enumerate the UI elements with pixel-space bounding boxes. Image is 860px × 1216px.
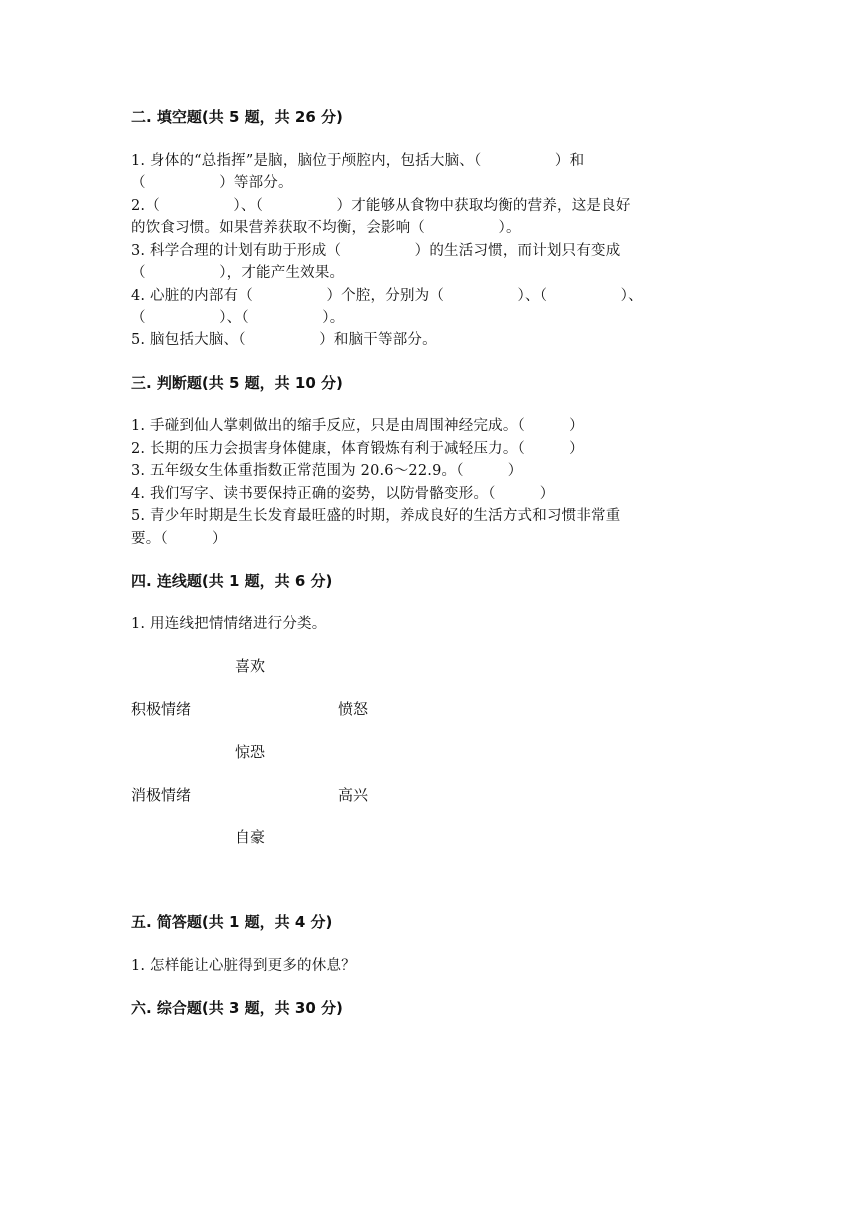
section-heading-comprehensive: 六. 综合题(共 3 题，共 30 分) xyxy=(131,999,343,1017)
question-line: 3. 科学合理的计划有助于形成（ ）的生活习惯，而计划只有变成 xyxy=(131,243,621,259)
match-item-left: 积极情绪 xyxy=(131,700,192,718)
question-line: 1. 手碰到仙人掌刺做出的缩手反应，只是由周围神经完成。（ ） xyxy=(131,418,584,434)
question-line: （ ）等部分。 xyxy=(131,175,293,191)
question-line: （ ），才能产生效果。 xyxy=(131,265,345,281)
question-line: 2.（ ）、（ ）才能够从食物中获取均衡的营养，这是良好 xyxy=(131,198,631,214)
match-item-middle: 喜欢 xyxy=(235,657,266,675)
question-line: 要。（ ） xyxy=(131,531,227,547)
question-line: 1. 怎样能让心脏得到更多的休息？ xyxy=(131,958,356,974)
question-line: 1. 用连线把情情绪进行分类。 xyxy=(131,616,327,632)
question-line: 4. 我们写字、读书要保持正确的姿势，以防骨骼变形。（ ） xyxy=(131,486,555,502)
section-heading-short-answer: 五. 简答题(共 1 题，共 4 分) xyxy=(131,913,333,931)
section-heading-matching: 四. 连线题(共 1 题，共 6 分) xyxy=(131,572,333,590)
match-item-left: 消极情绪 xyxy=(131,786,192,804)
match-item-right: 愤怒 xyxy=(338,700,369,718)
question-line: 5. 青少年时期是生长发育最旺盛的时期，养成良好的生活方式和习惯非常重 xyxy=(131,508,621,524)
question-line: 2. 长期的压力会损害身体健康，体育锻炼有利于减轻压力。（ ） xyxy=(131,441,584,457)
match-item-right: 高兴 xyxy=(338,786,369,804)
question-line: 的饮食习惯。如果营养获取不均衡，会影响（ ）。 xyxy=(131,220,521,236)
match-item-middle: 惊恐 xyxy=(235,743,266,761)
match-item-middle: 自豪 xyxy=(235,828,266,846)
question-line: 1. 身体的“总指挥”是脑，脑位于颅腔内，包括大脑、（ ）和 xyxy=(131,153,585,169)
section-heading-true-false: 三. 判断题(共 5 题，共 10 分) xyxy=(131,374,343,392)
section-heading-fill-in: 二. 填空题(共 5 题，共 26 分) xyxy=(131,108,343,126)
question-line: 5. 脑包括大脑、（ ）和脑干等部分。 xyxy=(131,332,437,348)
question-line: 4. 心脏的内部有（ ）个腔，分别为（ ）、（ ）、 xyxy=(131,288,643,304)
question-line: （ ）、（ ）。 xyxy=(131,310,345,326)
question-line: 3. 五年级女生体重指数正常范围为 20.6～22.9。（ ） xyxy=(131,463,523,479)
